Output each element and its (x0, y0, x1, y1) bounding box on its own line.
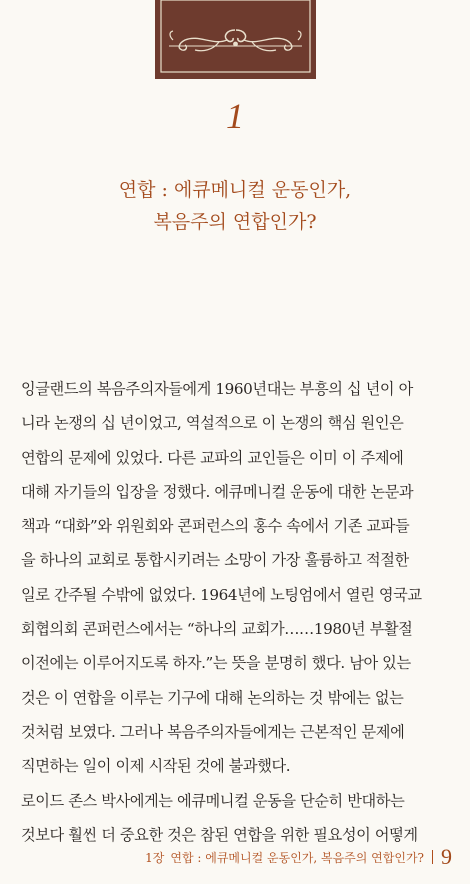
body-line: 을 하나의 교회로 통합시키려는 소망이 가장 훌륭하고 적절한 (21, 551, 409, 570)
body-line: 이전에는 이루어지도록 하자.”는 뜻을 분명히 했다. 남아 있는 (21, 654, 411, 673)
body-line: 로이드 존스 박사에게는 에큐메니컬 운동을 단순히 반대하는 (21, 791, 405, 810)
chapter-title-line: 연합 : 에큐메니컬 운동인가, (118, 179, 352, 201)
footer-running-title: 연합 : 에큐메니컬 운동인가, 복음주의 연합인가? (170, 850, 424, 865)
body-line: 일로 간주될 수밖에 없었다. 1964년에 노팅엄에서 열린 영국교 (21, 585, 422, 604)
chapter-ornament (155, 0, 316, 79)
body-text (21, 372, 453, 852)
chapter-title (0, 174, 470, 238)
chapter-number: 1 (226, 96, 244, 136)
body-line: 것처럼 보였다. 그러나 복음주의자들에게는 근본적인 문제에 (21, 722, 405, 741)
page-number: 9 (441, 844, 452, 869)
body-line: 직면하는 일이 이제 시작된 것에 불과했다. (21, 757, 291, 776)
body-line: 연합의 문제에 있었다. 다른 교파의 교인들은 이미 이 주제에 (21, 448, 404, 467)
body-line: 대해 자기들의 입장을 정했다. 에큐메니컬 운동에 대한 논문과 (21, 482, 414, 501)
body-line: 책과 “대화”와 위원회와 콘퍼런스의 홍수 속에서 기존 교파들 (21, 517, 410, 536)
running-footer (145, 843, 452, 871)
body-line: 니라 논쟁의 십 년이었고, 역설적으로 이 논쟁의 핵심 원인은 (21, 414, 404, 433)
scroll-ornament-icon (155, 0, 316, 79)
body-line: 것은 이 연합을 이루는 기구에 대해 논의하는 것 밖에는 없는 (21, 688, 404, 707)
body-line: 회협의회 콘퍼런스에서는 “하나의 교회가……1980년 부활절 (21, 620, 413, 639)
body-line: 것보다 훨씬 더 중요한 것은 참된 연합을 위한 필요성이 어떻게 (21, 825, 418, 844)
footer-divider (432, 850, 433, 864)
body-line: 잉글랜드의 복음주의자들에게 1960년대는 부흥의 십 년이 아 (21, 380, 413, 398)
footer-chapter-label: 1장 (145, 850, 165, 865)
chapter-title-line: 복음주의 연합인가? (153, 211, 317, 233)
